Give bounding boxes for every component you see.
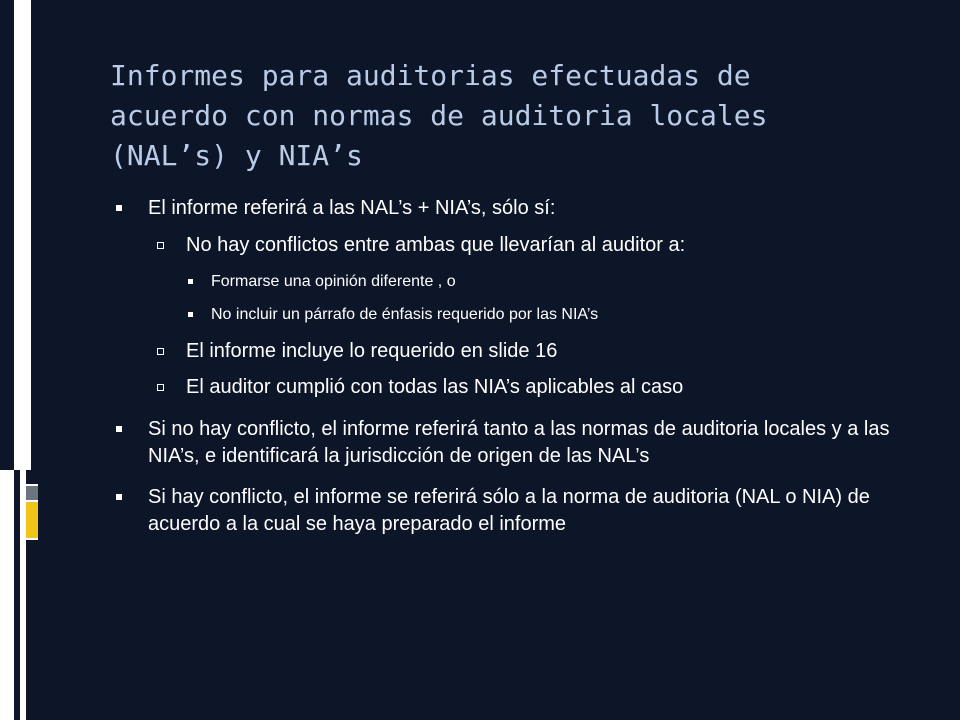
bullet-text: No incluir un párrafo de énfasis requerido por las NIA’s [211,306,599,323]
stripe-dark-lower-base [26,540,31,720]
left-decorative-stripes [0,0,38,720]
bullet-list [116,195,916,538]
bullet-item [116,271,916,293]
stripe-dark-bottom [31,540,38,720]
bullet-item [116,195,916,222]
bullet-item [116,484,916,538]
bullet-text: El auditor cumplió con todas las NIA’s aplicables al caso [186,376,684,398]
bullet-item [116,232,916,259]
bullet-text: El informe incluye lo requerido en slide 16 [186,340,558,362]
hollow-square-bullet-icon [157,384,164,391]
slide-canvas [38,0,960,720]
hollow-square-bullet-icon [157,348,164,355]
bullet-text: Si hay conflicto, el informe se referirá sólo a la norma de auditoria (NAL o NIA) de acuerdo a la cual se haya preparado el informe [148,486,870,535]
bullet-item [116,416,916,470]
square-bullet-icon [116,494,122,500]
stripe-dark-lower-left [14,470,20,720]
stripe-dark-thin [31,0,38,470]
bullet-item [116,304,916,326]
square-bullet-icon [116,426,122,432]
stripe-gray [26,486,38,500]
small-square-bullet-icon [188,312,193,317]
slide-title: Informes para auditorias efectuadas de acuerdo con normas de auditoria locales (NAL’s) y NIA’s [110,59,768,172]
bullet-text: Si no hay conflicto, el informe referirá tanto a las normas de auditoria locales y a las NIA’s, e identificará la jurisdicción de origen de las NAL’s [148,418,890,467]
square-bullet-icon [116,205,122,211]
bullet-item [116,374,916,401]
stripe-yellow [26,502,38,538]
bullet-text: Formarse una opinión diferente , o [211,273,456,290]
stripe-dark-lower-mid [26,470,38,484]
bullet-text: El informe referirá a las NAL’s + NIA’s, sólo sí: [148,197,556,219]
hollow-square-bullet-icon [157,242,164,249]
bullet-text: No hay conflictos entre ambas que llevarían al auditor a: [186,234,686,256]
stripe-dark-top [0,0,14,470]
small-square-bullet-icon [188,279,193,284]
bullet-item [116,338,916,365]
slide-content [116,195,916,538]
